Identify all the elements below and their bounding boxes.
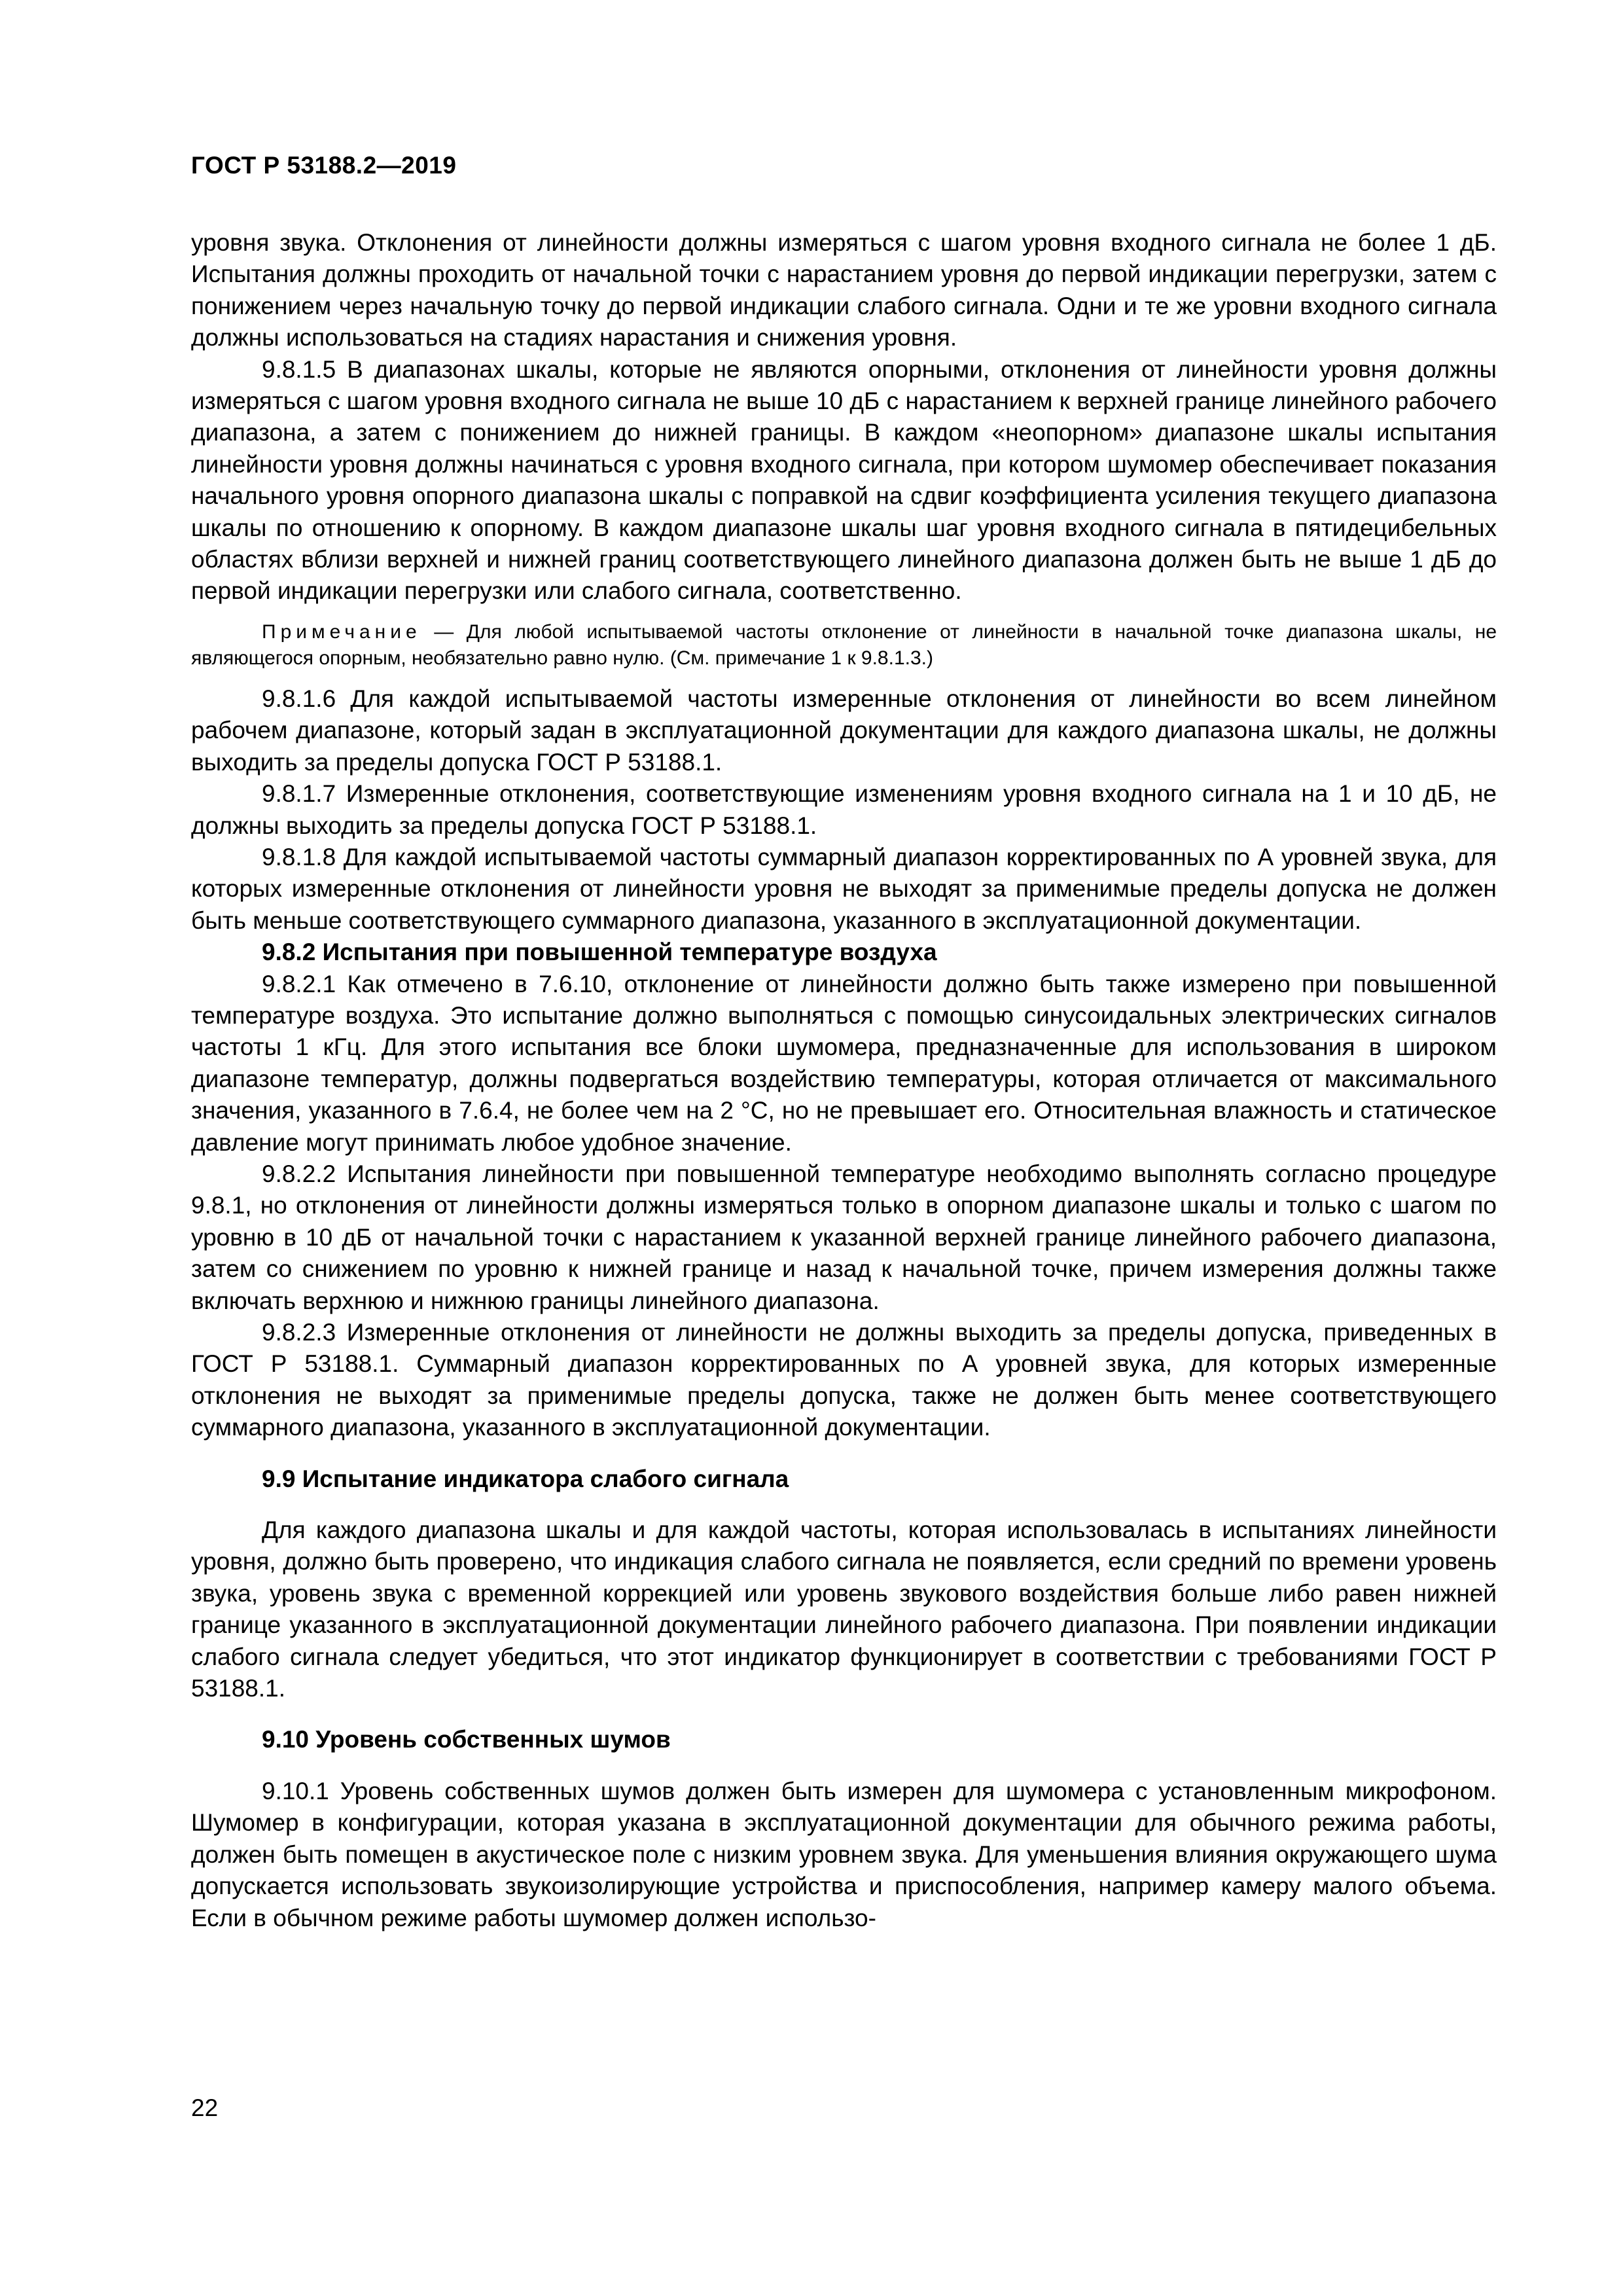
heading-9-9: 9.9 Испытание индикатора слабого сигнала (262, 1465, 789, 1492)
paragraph-9-8-1-8: 9.8.1.8 Для каждой испытываемой частоты суммарный диапазон корректированных по А уровней звука, для которых измеренные отклонения от линейности уровня не выходят за применимые пределы допуска не должен быть меньше соответствующего суммарного диапазона, указанного в эксплуатационной документации. (191, 843, 1497, 934)
paragraph-9-8-1-6: 9.8.1.6 Для каждой испытываемой частоты измеренные отклонения от линейности во всем линейном рабочем диапазоне, который задан в эксплуатационной документации для каждого диапазона шкалы, не должны выходить за пределы допуска ГОСТ Р 53188.1. (191, 685, 1497, 776)
paragraph-continuation: уровня звука. Отклонения от линейности должны измеряться с шагом уровня входного сигнала не более 1 дБ. Испытания должны проходить от начальной точки с нарастанием уровня до первой индикации перегрузки, затем с понижением через начальную точку до первой индикации слабого сигнала. Одни и те же уровни входного сигнала должны использоваться на стадиях нарастания и снижения уровня. (191, 229, 1497, 351)
page-number: 22 (191, 2094, 219, 2121)
note-text: — Для любой испытываемой частоты отклонение от линейности в начальной точке диапазона шкалы, не являющегося опорным, необязательно равно нулю. (См. примечание 1 к 9.8.1.3.) (191, 620, 1497, 669)
note-label: Примечание (262, 620, 421, 643)
paragraph-9-8-2-1: 9.8.2.1 Как отмечено в 7.6.10, отклонение от линейности должно быть также измерено при повышенной температуре воздуха. Это испытание должно выполняться с помощью синусоидальных электрических сигналов частоты 1 кГц. Для этого испытания все блоки шумомера, предназначенные для использования в широком диапазоне температур, должны подвергаться воздействию температуры, которая отличается от максимального значения, указанного в 7.6.4, не более чем на 2 °С, но не превышает его. Относительная влажность и статическое давление могут принимать любое удобное значение. (191, 970, 1497, 1156)
document-body (191, 227, 1497, 1934)
paragraph-9-9: Для каждого диапазона шкалы и для каждой частоты, которая использовалась в испытаниях линейности уровня, должно быть проверено, что индикация слабого сигнала не появляется, если средний по времени уровень звука, уровень звука с временной коррекцией или уровень звукового воздействия больше либо равен нижней границе указанного в эксплуатационной документации линейного рабочего диапазона. При появлении индикации слабого сигнала следует убедиться, что этот индикатор функционирует в соответствии с требованиями ГОСТ Р 53188.1. (191, 1516, 1497, 1702)
note (191, 619, 1497, 672)
document-header: ГОСТ Р 53188.2—2019 (191, 152, 457, 179)
paragraph-9-8-2-2: 9.8.2.2 Испытания линейности при повышенной температуре необходимо выполнять согласно процедуре 9.8.1, но отклонения от линейности должны измеряться только в опорном диапазоне шкалы и только с шагом по уровню в 10 дБ от начальной точки с нарастанием к указанной верхней границе линейного рабочего диапазона, затем со снижением по уровню к нижней границе и назад к начальной точке, причем измерения должны также включать верхнюю и нижнюю границы линейного диапазона. (191, 1160, 1497, 1314)
heading-9-10: 9.10 Уровень собственных шумов (262, 1726, 671, 1753)
paragraph-9-8-1-7: 9.8.1.7 Измеренные отклонения, соответствующие изменениям уровня входного сигнала на 1 и 10 дБ, не должны выходить за пределы допуска ГОСТ Р 53188.1. (191, 780, 1497, 839)
paragraph-9-8-2-3: 9.8.2.3 Измеренные отклонения от линейности не должны выходить за пределы допуска, приведенных в ГОСТ Р 53188.1. Суммарный диапазон корректированных по А уровней звука, для которых измеренные отклонения не выходят за применимые пределы допуска, также не должен быть менее соответствующего суммарного диапазона, указанного в эксплуатационной документации. (191, 1319, 1497, 1441)
paragraph-9-10-1: 9.10.1 Уровень собственных шумов должен быть измерен для шумомера с установленным микрофоном. Шумомер в конфигурации, которая указана в эксплуатационной документации для обычного режима работы, должен быть помещен в акустическое поле с низким уровнем звука. Для уменьшения влияния окружающего шума допускается использовать звукоизолирующие устройства и приспособления, например камеру малого объема. Если в обычном режиме работы шумомер должен использо- (191, 1777, 1497, 1931)
heading-9-8-2: 9.8.2 Испытания при повышенной температуре воздуха (262, 939, 937, 966)
paragraph-9-8-1-5: 9.8.1.5 В диапазонах шкалы, которые не являются опорными, отклонения от линейности уровня должны измеряться с шагом уровня входного сигнала не выше 10 дБ с нарастанием к верхней границе линейного рабочего диапазона, а затем с понижением до нижней границы. В каждом «неопорном» диапазоне шкалы испытания линейности уровня должны начинаться с уровня входного сигнала, при котором шумомер обеспечивает показания начального уровня опорного диапазона шкалы с поправкой на сдвиг коэффициента усиления текущего диапазона шкалы по отношению к опорному. В каждом диапазоне шкалы шаг уровня входного сигнала в пятидецибельных областях вблизи верхней и нижней границ соответствующего линейного диапазона должен быть не выше 1 дБ до первой индикации перегрузки или слабого сигнала, соответственно. (191, 355, 1497, 605)
